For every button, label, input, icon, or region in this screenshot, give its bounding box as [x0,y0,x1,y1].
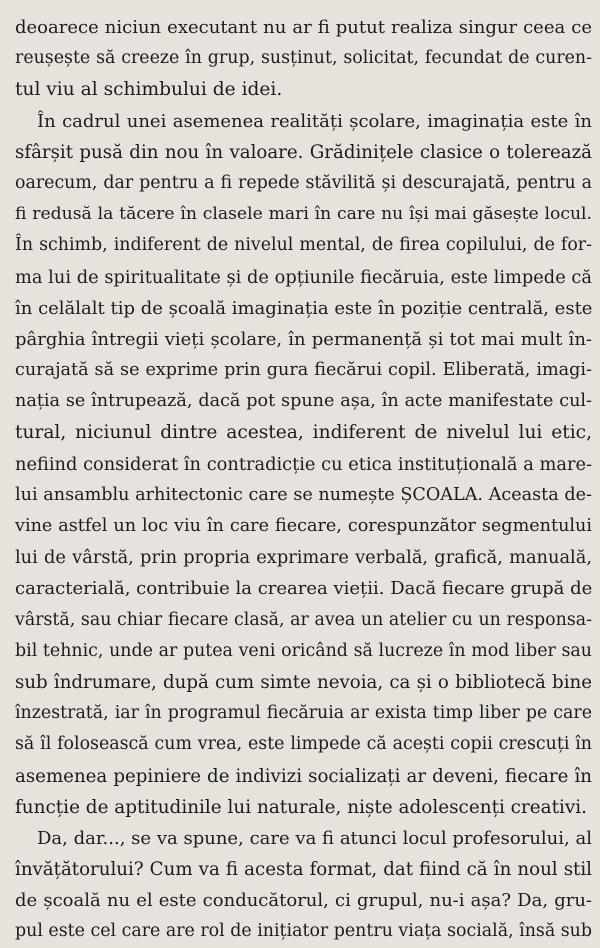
paragraph [15,106,592,823]
paragraph [15,12,592,106]
text-line: nefiind considerat în contradicție cu etica instituțională a mare- [15,453,592,475]
text-line: în celălalt tip de școală imaginația este în poziție centrală, este [15,297,592,319]
text-line: funcție de aptitudinile lui naturale, niște adolescenți creativi. [15,796,588,818]
text-line: bil tehnic, unde ar putea veni oricând să lucreze în mod liber sau [15,640,592,661]
text-line: vine astfel un loc viu în care fiecare, corespunzător segmentului [15,516,592,536]
text-line: vârstă, sau chiar fiecare clasă, ar avea un atelier cu un responsa- [15,609,592,630]
text-line: lui de vârstă, prin propria exprimare verbală, grafică, manuală, [15,547,592,569]
text-line: caracterială, contribuie la crearea vieții. Dacă fiecare grupă de [15,578,592,600]
text-line: învățătorului? Cum va fi acesta format, dat fiind că în noul stil [15,859,592,881]
text-line: tural, niciunul dintre acestea, indiferent de nivelul lui etic, [15,422,592,444]
text-line: lui ansamblu arhitectonic care se numește ȘCOALA. Aceasta de- [15,484,592,505]
text-line: înzestrată, iar în programul fiecăruia ar exista timp liber pe care [15,703,592,724]
text-line: să îl folosească cum vrea, este limpede că acești copii crescuți în [15,734,592,755]
text-line: pul este cel care are rol de inițiator pentru viața socială, însă sub [15,921,592,942]
text-line: În schimb, indiferent de nivelul mental, de firea copilului, de for- [15,235,592,256]
text-line: asemenea pepiniere de indivizi socializați ar deveni, fiecare în [15,765,592,787]
text-line: de școală nu el este conducătorul, ci grupul, nu-i așa? Da, gru- [15,890,592,912]
text-line: pârghia întregii vieți școlare, în permanență și tot mai mult în- [15,328,592,350]
text-line: nația se întrupează, dacă pot spune așa, în acte manifestate cul- [15,391,592,412]
text-line: curajată să se exprime prin gura fiecărui copil. Eliberată, imagi- [15,360,592,381]
text-line: fi redusă la tăcere în clasele mari în care nu își mai găsește locul. [15,204,592,225]
text-line: În cadrul unei asemenea realități școlare, imaginația este în [37,110,592,132]
text-line: reușește să creeze în grup, susținut, solicitat, fecundat de curen- [15,48,592,69]
text-line: oarecum, dar pentru a fi repede stăvilită și descurajată, pentru a [15,172,592,193]
text-line: ma lui de spiritualitate și de opțiunile fiecăruia, este limpede că [15,266,592,288]
text-line: deoarece niciun executant nu ar fi putut realiza singur ceea ce [15,17,592,38]
text-line: sfârșit pusă din nou în valoare. Grădinițele clasice o tolerează [15,141,592,163]
text-line: sub îndrumare, după cum simte nevoia, ca și o bibliotecă bine [15,671,592,693]
text-line: tul viu al schimbului de idei. [15,79,283,101]
text-line: Da, dar..., se va spune, care va fi atunci locul profesorului, al [37,827,592,849]
paragraph [15,823,592,948]
